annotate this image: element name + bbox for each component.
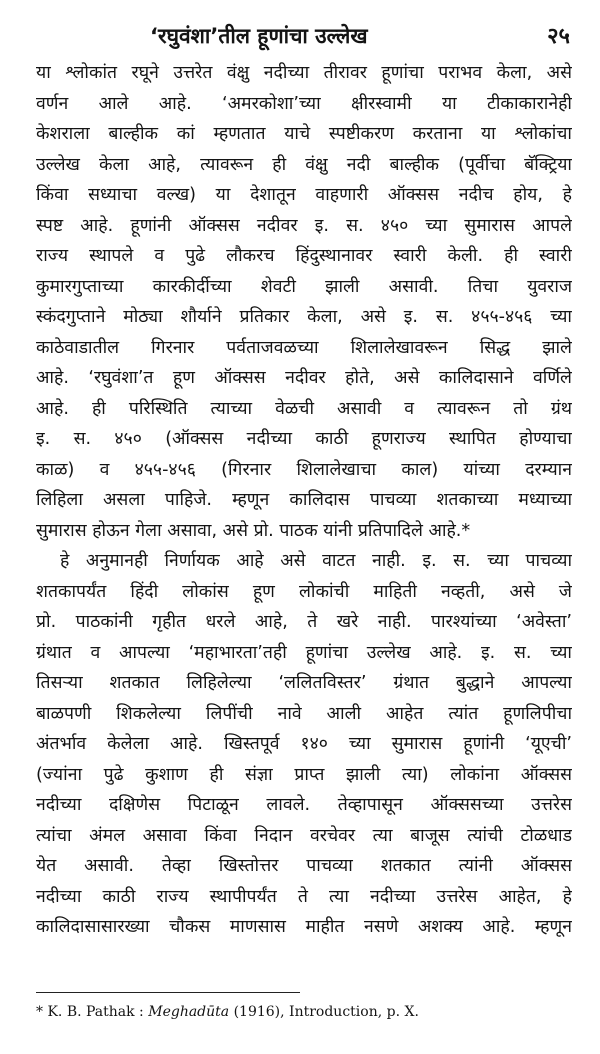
footnote-author: K. B. Pathak : xyxy=(47,1004,144,1020)
text-line: राज्य स्थापले व पुढे लौकरच हिंदुस्थानावर स्वारी केली. ही स्वारी xyxy=(36,246,572,266)
text-line: काळ) व ४५५-४५६ (गिरनार शिलालेखाचा काल) यांच्या दरम्यान xyxy=(36,459,572,480)
text-line: (ज्यांना पुढे कुशाण ही संज्ञा प्राप्त झाली त्या) लोकांना ऑक्सस xyxy=(36,764,572,785)
paragraph-1 xyxy=(36,58,572,546)
text-line: त्यांचा अंमल असावा किंवा निदान वरचेवर त्या बाजूस त्यांची टोळधाड xyxy=(36,825,572,846)
text-line: आहे. ही परिस्थिति त्याच्या वेळची असावी व त्यावरून तो ग्रंथ xyxy=(36,398,572,419)
text-line: हे अनुमानही निर्णायक आहे असे वाटत नाही. इ. स. च्या पाचव्या xyxy=(60,551,572,571)
text-line: शतकापर्यंत हिंदी लोकांस हूण लोकांची माहिती नव्हती, असे जे xyxy=(36,581,572,602)
footnote xyxy=(36,1004,419,1020)
text-line: नदीच्या काठी राज्य स्थापीपर्यंत ते त्या नदीच्या उत्तरेस आहेत, हे xyxy=(36,886,572,907)
text-line: प्रो. पाठकांनी गृहीत धरले आहे, ते खरे नाही. पारश्यांच्या ‘अवेस्ता’ xyxy=(36,612,572,632)
text-line: वर्णन आले आहे. ‘अमरकोशा’च्या क्षीरस्वामी या टीकाकारानेही xyxy=(36,93,572,114)
page-header xyxy=(40,14,570,54)
text-line: लिहिला असला पाहिजे. म्हणून कालिदास पाचव्या शतकाच्या मध्याच्या xyxy=(36,490,572,510)
footnote-rule xyxy=(36,992,300,993)
text-line: बाळपणी शिकलेल्या लिपींची नावे आली आहेत त्यांत हूणलिपीचा xyxy=(36,703,572,724)
text-line: नदीच्या दक्षिणेस पिटाळून लावले. तेव्हापासून ऑक्ससच्या उत्तरेस xyxy=(36,795,572,815)
text-line: सुमारास होऊन गेला असावा, असे प्रो. पाठक यांनी प्रतिपादिले आहे.* xyxy=(36,520,471,541)
text-line: ग्रंथात व आपल्या ‘महाभारता’तही हूणांचा उल्लेख आहे. इ. स. च्या xyxy=(36,642,572,663)
running-title: ‘रघुवंशा’तील हूणांचा उल्लेख xyxy=(150,24,368,48)
text-line: कालिदासासारख्या चौकस माणसास माहीत नसणे अशक्य आहे. म्हणून xyxy=(36,917,572,937)
text-line: केशराला बाल्हीक कां म्हणतात याचे स्पष्टीकरण करताना या श्लोकांचा xyxy=(36,124,572,144)
page-number: २५ xyxy=(547,24,570,49)
text-line: या श्लोकांत रघूने उत्तरेत वंक्षु नदीच्या तीरावर हूणांचा पराभव केला, असे xyxy=(36,63,572,83)
text-line: इ. स. ४५० (ऑक्सस नदीच्या काठी हूणराज्य स्थापित होण्याचा xyxy=(36,429,572,449)
footnote-details: (1916), Introduction, p. X. xyxy=(233,1004,419,1020)
text-line: उल्लेख केला आहे, त्यावरून ही वंक्षु नदी बाल्हीक (पूर्वीचा बॅक्ट्रिया xyxy=(36,154,572,175)
paragraph-2 xyxy=(36,546,572,943)
text-line: स्कंदगुप्ताने मोठ्या शौर्याने प्रतिकार केला, असे इ. स. ४५५-४५६ च्या xyxy=(36,307,572,327)
body-text xyxy=(36,58,572,943)
text-line: स्पष्ट आहे. हूणांनी ऑक्सस नदीवर इ. स. ४५० च्या सुमारास आपले xyxy=(36,215,572,236)
text-line: येत असावी. तेव्हा खिस्तोत्तर पाचव्या शतकात त्यांनी ऑक्सस xyxy=(36,856,572,876)
text-line: आहे. ‘रघुवंशा’त हूण ऑक्सस नदीवर होते, असे कालिदासाने वर्णिले xyxy=(36,368,572,388)
text-line: अंतर्भाव केलेला आहे. खिस्तपूर्व १४० च्या सुमारास हूणांनी ‘यूएची’ xyxy=(36,734,572,754)
footnote-marker: * xyxy=(36,1004,43,1020)
text-line: तिसऱ्या शतकात लिहिलेल्या ‘ललितविस्तर’ ग्रंथात बुद्धाने आपल्या xyxy=(36,673,572,693)
text-line: किंवा सध्याचा वल्ख) या देशातून वाहणारी ऑक्सस नदीच होय, हे xyxy=(36,185,572,205)
footnote-title: Meghadūta xyxy=(148,1004,230,1020)
text-line: काठेवाडातील गिरनार पर्वताजवळच्या शिलालेखावरून सिद्ध झाले xyxy=(36,337,572,358)
text-line: कुमारगुप्ताच्या कारकीर्दीच्या शेवटी झाली असावी. तिचा युवराज xyxy=(36,276,572,297)
